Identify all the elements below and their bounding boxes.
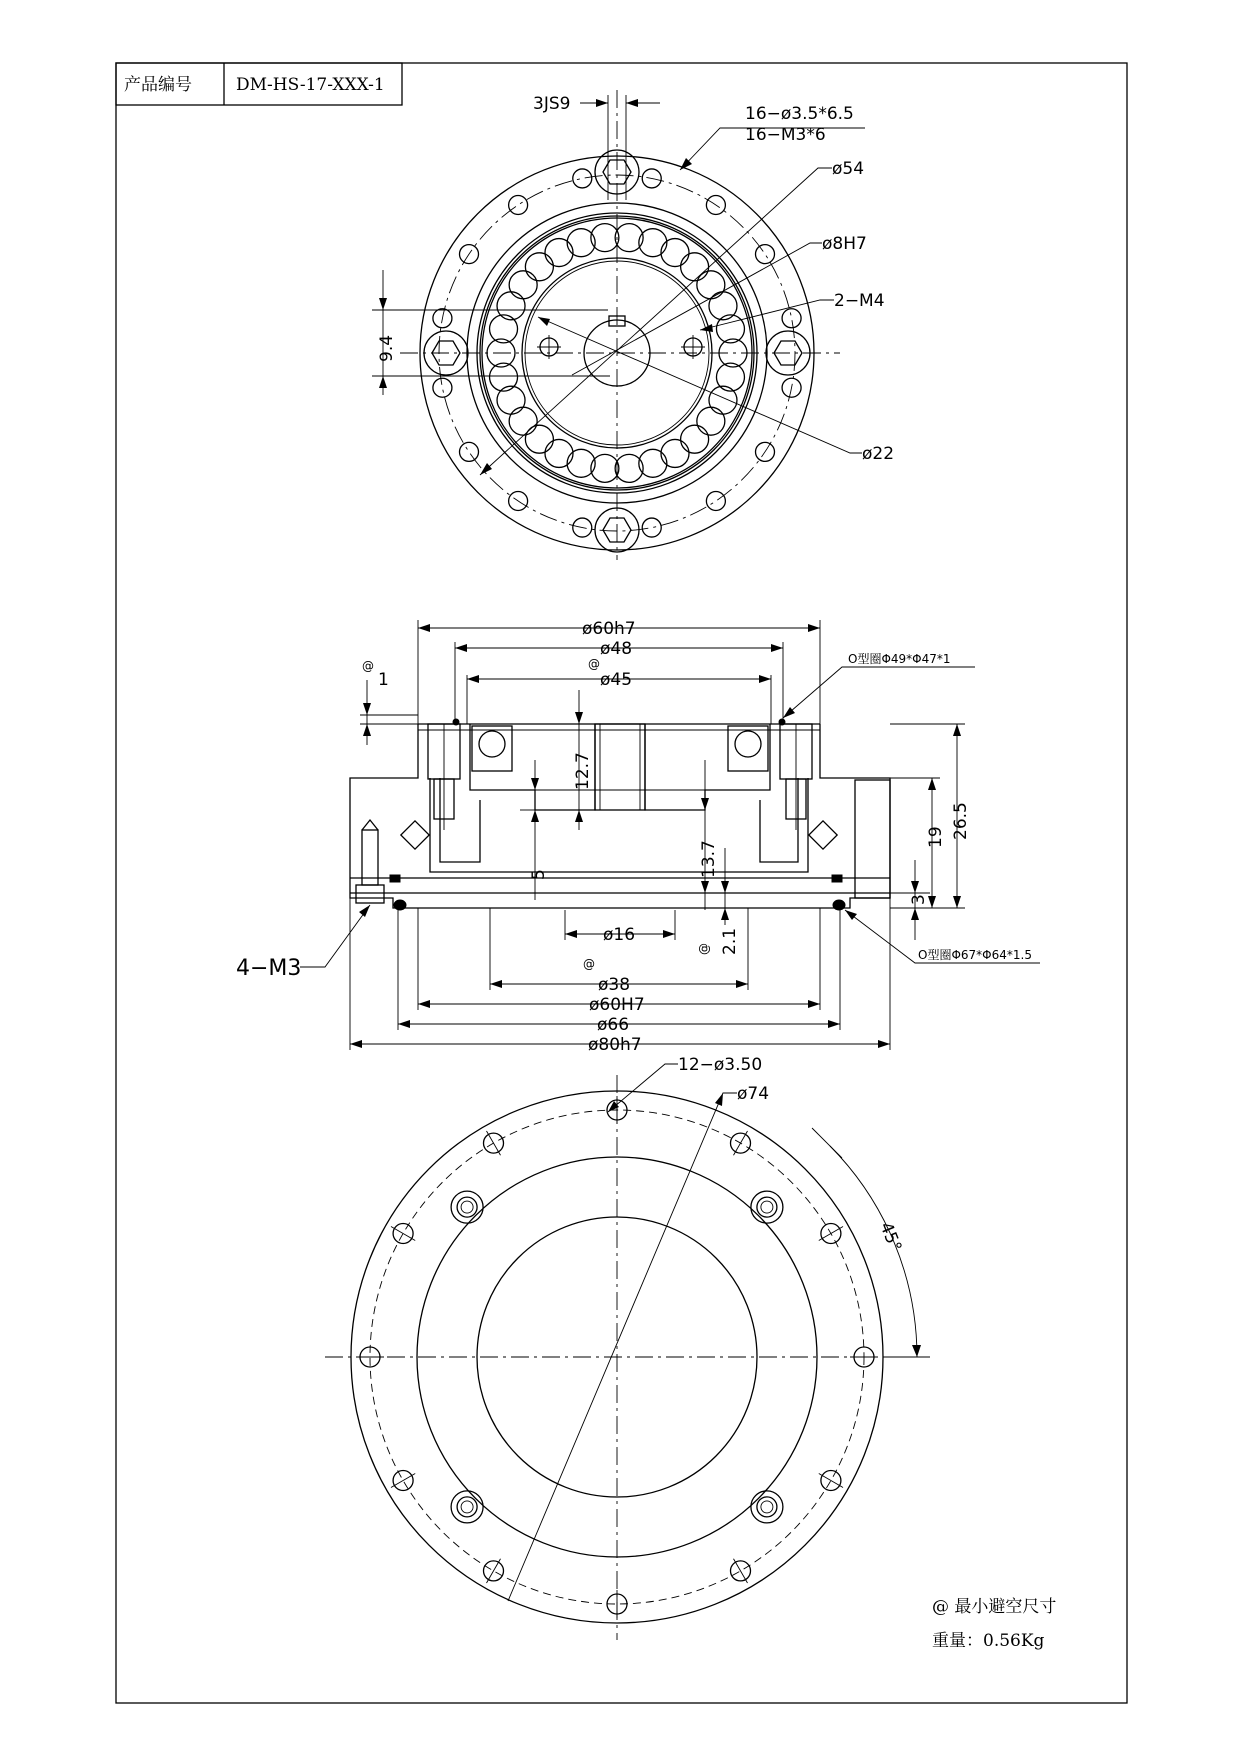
note-min-clearance: @ 最小避空尺寸 — [932, 1597, 1057, 1617]
roller — [697, 407, 725, 435]
dim-12-7-label: 12.7 — [573, 752, 593, 790]
counterbore-inner — [457, 1197, 477, 1217]
bolt-hole — [782, 309, 801, 328]
counterbore-hole — [451, 1191, 483, 1223]
section-view — [236, 619, 1040, 1055]
oring-1-label: O型圈Φ49*Φ47*1 — [848, 652, 951, 666]
bottom-view — [325, 1055, 930, 1640]
roller — [509, 407, 537, 435]
dia-60h7-top-label: ø60h7 — [582, 619, 636, 639]
dia-48-label: ø48 — [600, 639, 633, 659]
drawing-border — [116, 63, 1127, 1703]
counterbore-thread — [761, 1501, 773, 1513]
counterbore-inner — [757, 1497, 777, 1517]
counterbore-thread — [761, 1201, 773, 1213]
counterbore-thread — [461, 1501, 473, 1513]
roller — [639, 229, 667, 257]
top-view — [372, 90, 894, 560]
thread-4m3-label: 4−M3 — [236, 956, 302, 981]
dim-3-label: 3 — [909, 894, 929, 905]
roller — [709, 386, 737, 414]
roller — [567, 449, 595, 477]
roller — [525, 253, 553, 281]
dia-60H7-label: ø60H7 — [589, 995, 645, 1015]
counterbore-hole — [451, 1491, 483, 1523]
counterbore-hole — [751, 1191, 783, 1223]
dia-54-label: ø54 — [832, 159, 865, 179]
dim-1-label: 1 — [378, 670, 389, 690]
angle-45-label: 45° — [875, 1219, 906, 1255]
holes-label: 12−ø3.50 — [678, 1055, 763, 1075]
bolt-hole — [459, 442, 478, 461]
title-block-label: 产品编号 — [124, 75, 192, 95]
roller — [661, 439, 689, 467]
product-code: DM-HS-17-XXX-1 — [236, 75, 385, 95]
roller — [545, 439, 573, 467]
dim-9-4-label: 9.4 — [377, 334, 397, 362]
counterbore-inner — [457, 1497, 477, 1517]
note-weight: 重量：0.56Kg — [932, 1631, 1045, 1651]
at-mark-2-1: @ — [697, 943, 711, 955]
bolt-hole — [706, 492, 725, 511]
roller — [567, 229, 595, 257]
at-mark-1: @ — [362, 659, 374, 673]
at-mark-45: @ — [588, 657, 600, 671]
roller — [639, 449, 667, 477]
dia-38-label: ø38 — [598, 975, 631, 995]
oring-2-label: O型圈Φ67*Φ64*1.5 — [918, 948, 1032, 962]
dim-2-1-label: 2.1 — [720, 927, 740, 955]
title-block — [116, 63, 402, 105]
bolt-hole — [756, 245, 775, 264]
hole-pattern-1-label: 16−ø3.5*6.5 — [745, 104, 854, 124]
dim-5-label: 5 — [529, 869, 549, 880]
roller — [681, 253, 709, 281]
dia-74-label: ø74 — [737, 1084, 770, 1104]
dia-45-label: ø45 — [600, 670, 633, 690]
bolt-hole — [573, 169, 592, 188]
counterbore-hole — [751, 1491, 783, 1523]
roller — [545, 239, 573, 267]
dia-8h7-label: ø8H7 — [822, 234, 867, 254]
bolt-hole — [509, 195, 528, 214]
roller — [509, 271, 537, 299]
bolt-hole — [433, 378, 452, 397]
dim-26-5-label: 26.5 — [951, 802, 971, 840]
at-mark-38: @ — [583, 957, 595, 971]
dim-19-label: 19 — [926, 826, 946, 848]
hole-pattern-2-label: 16−M3*6 — [745, 125, 826, 145]
dim-13-7-label: 13.7 — [699, 840, 719, 878]
counterbore-inner — [757, 1197, 777, 1217]
bolt-hole — [642, 518, 661, 537]
dia-80h7-label: ø80h7 — [588, 1035, 642, 1055]
counterbore-thread — [461, 1201, 473, 1213]
roller — [681, 425, 709, 453]
roller — [661, 239, 689, 267]
dia-22-label: ø22 — [862, 444, 895, 464]
roller — [697, 271, 725, 299]
roller — [497, 292, 525, 320]
dia-66-label: ø66 — [597, 1015, 630, 1035]
dia-16-label: ø16 — [603, 925, 636, 945]
keyway-label: 3JS9 — [533, 94, 571, 114]
thread-2m4-label: 2−M4 — [834, 291, 885, 311]
